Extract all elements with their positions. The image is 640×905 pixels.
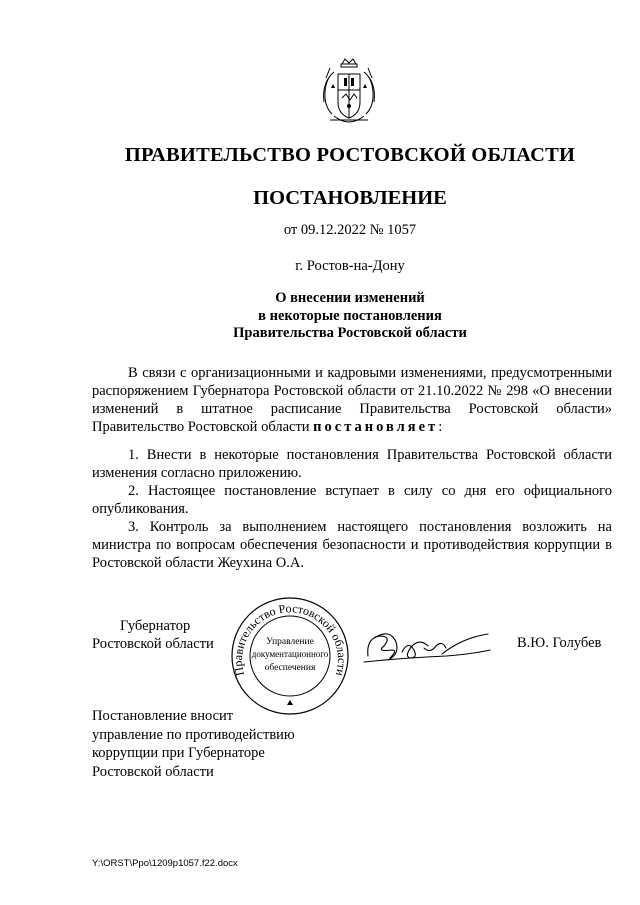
preamble-ending: : xyxy=(438,419,443,435)
date-and-number: от 09.12.2022 № 1057 xyxy=(283,222,417,238)
handwritten-signature xyxy=(362,624,494,672)
resolution-keyword: постановляет xyxy=(313,419,439,435)
submitted-by-line: Ростовской области xyxy=(92,763,214,780)
seal-inner-text: обеспечения xyxy=(264,663,316,673)
signatory-name: В.Ю. Голубев xyxy=(517,635,602,651)
city-line: г. Ростов-на-Дону xyxy=(295,258,405,274)
signatory-title-line: Губернатор xyxy=(120,618,191,634)
submitted-by-block xyxy=(92,707,332,781)
file-path: Y:\ORST\Ppo\1209p1057.f22.docx xyxy=(92,858,238,869)
seal-outer-text: Правительство Ростовской области xyxy=(230,601,350,678)
document-type: ПОСТАНОВЛЕНИЕ xyxy=(253,187,447,209)
signatory-title-line: Ростовской области xyxy=(92,636,214,652)
preamble-paragraph xyxy=(92,364,612,436)
rostov-oblast-coat-of-arms-icon xyxy=(316,58,382,132)
resolution-item: 2. Настоящее постановление вступает в силу со дня его официального опубликования. xyxy=(92,483,612,517)
resolution-item: 1. Внести в некоторые постановления Правительства Ростовской области изменения согласно приложению. xyxy=(92,447,612,481)
submitted-by-line: Постановление вносит xyxy=(92,708,234,724)
submitted-by-line: коррупции при Губернаторе xyxy=(92,745,265,761)
submitted-by-line: управление по противодействию xyxy=(92,726,295,743)
subject-line: О внесении изменений xyxy=(275,290,425,306)
subject-line: в некоторые постановления xyxy=(258,307,442,324)
seal-inner-text: Управление xyxy=(266,637,314,647)
document-subject xyxy=(0,290,640,343)
seal-inner-text: документационного xyxy=(251,649,329,659)
subject-line: Правительства Ростовской области xyxy=(233,325,467,341)
official-seal xyxy=(228,594,352,718)
preamble-text: В связи с организационными и кадровыми изменениями, предусмотренными распоряжением Губернатора Ростовской области от 21.10.2022 № 298 «О внесении изменений в штатное расписание Правительства Ростовской области» Правительство Ростовской области xyxy=(92,365,612,435)
signatory-title xyxy=(92,617,222,653)
resolution-items xyxy=(92,446,612,572)
resolution-item: 3. Контроль за выполнением настоящего постановления возложить на министра по вопросам обеспечения безопасности и противодействия коррупции в Ростовской области Жеухина О.А. xyxy=(92,519,612,571)
organization-title: ПРАВИТЕЛЬСТВО РОСТОВСКОЙ ОБЛАСТИ xyxy=(124,144,576,166)
